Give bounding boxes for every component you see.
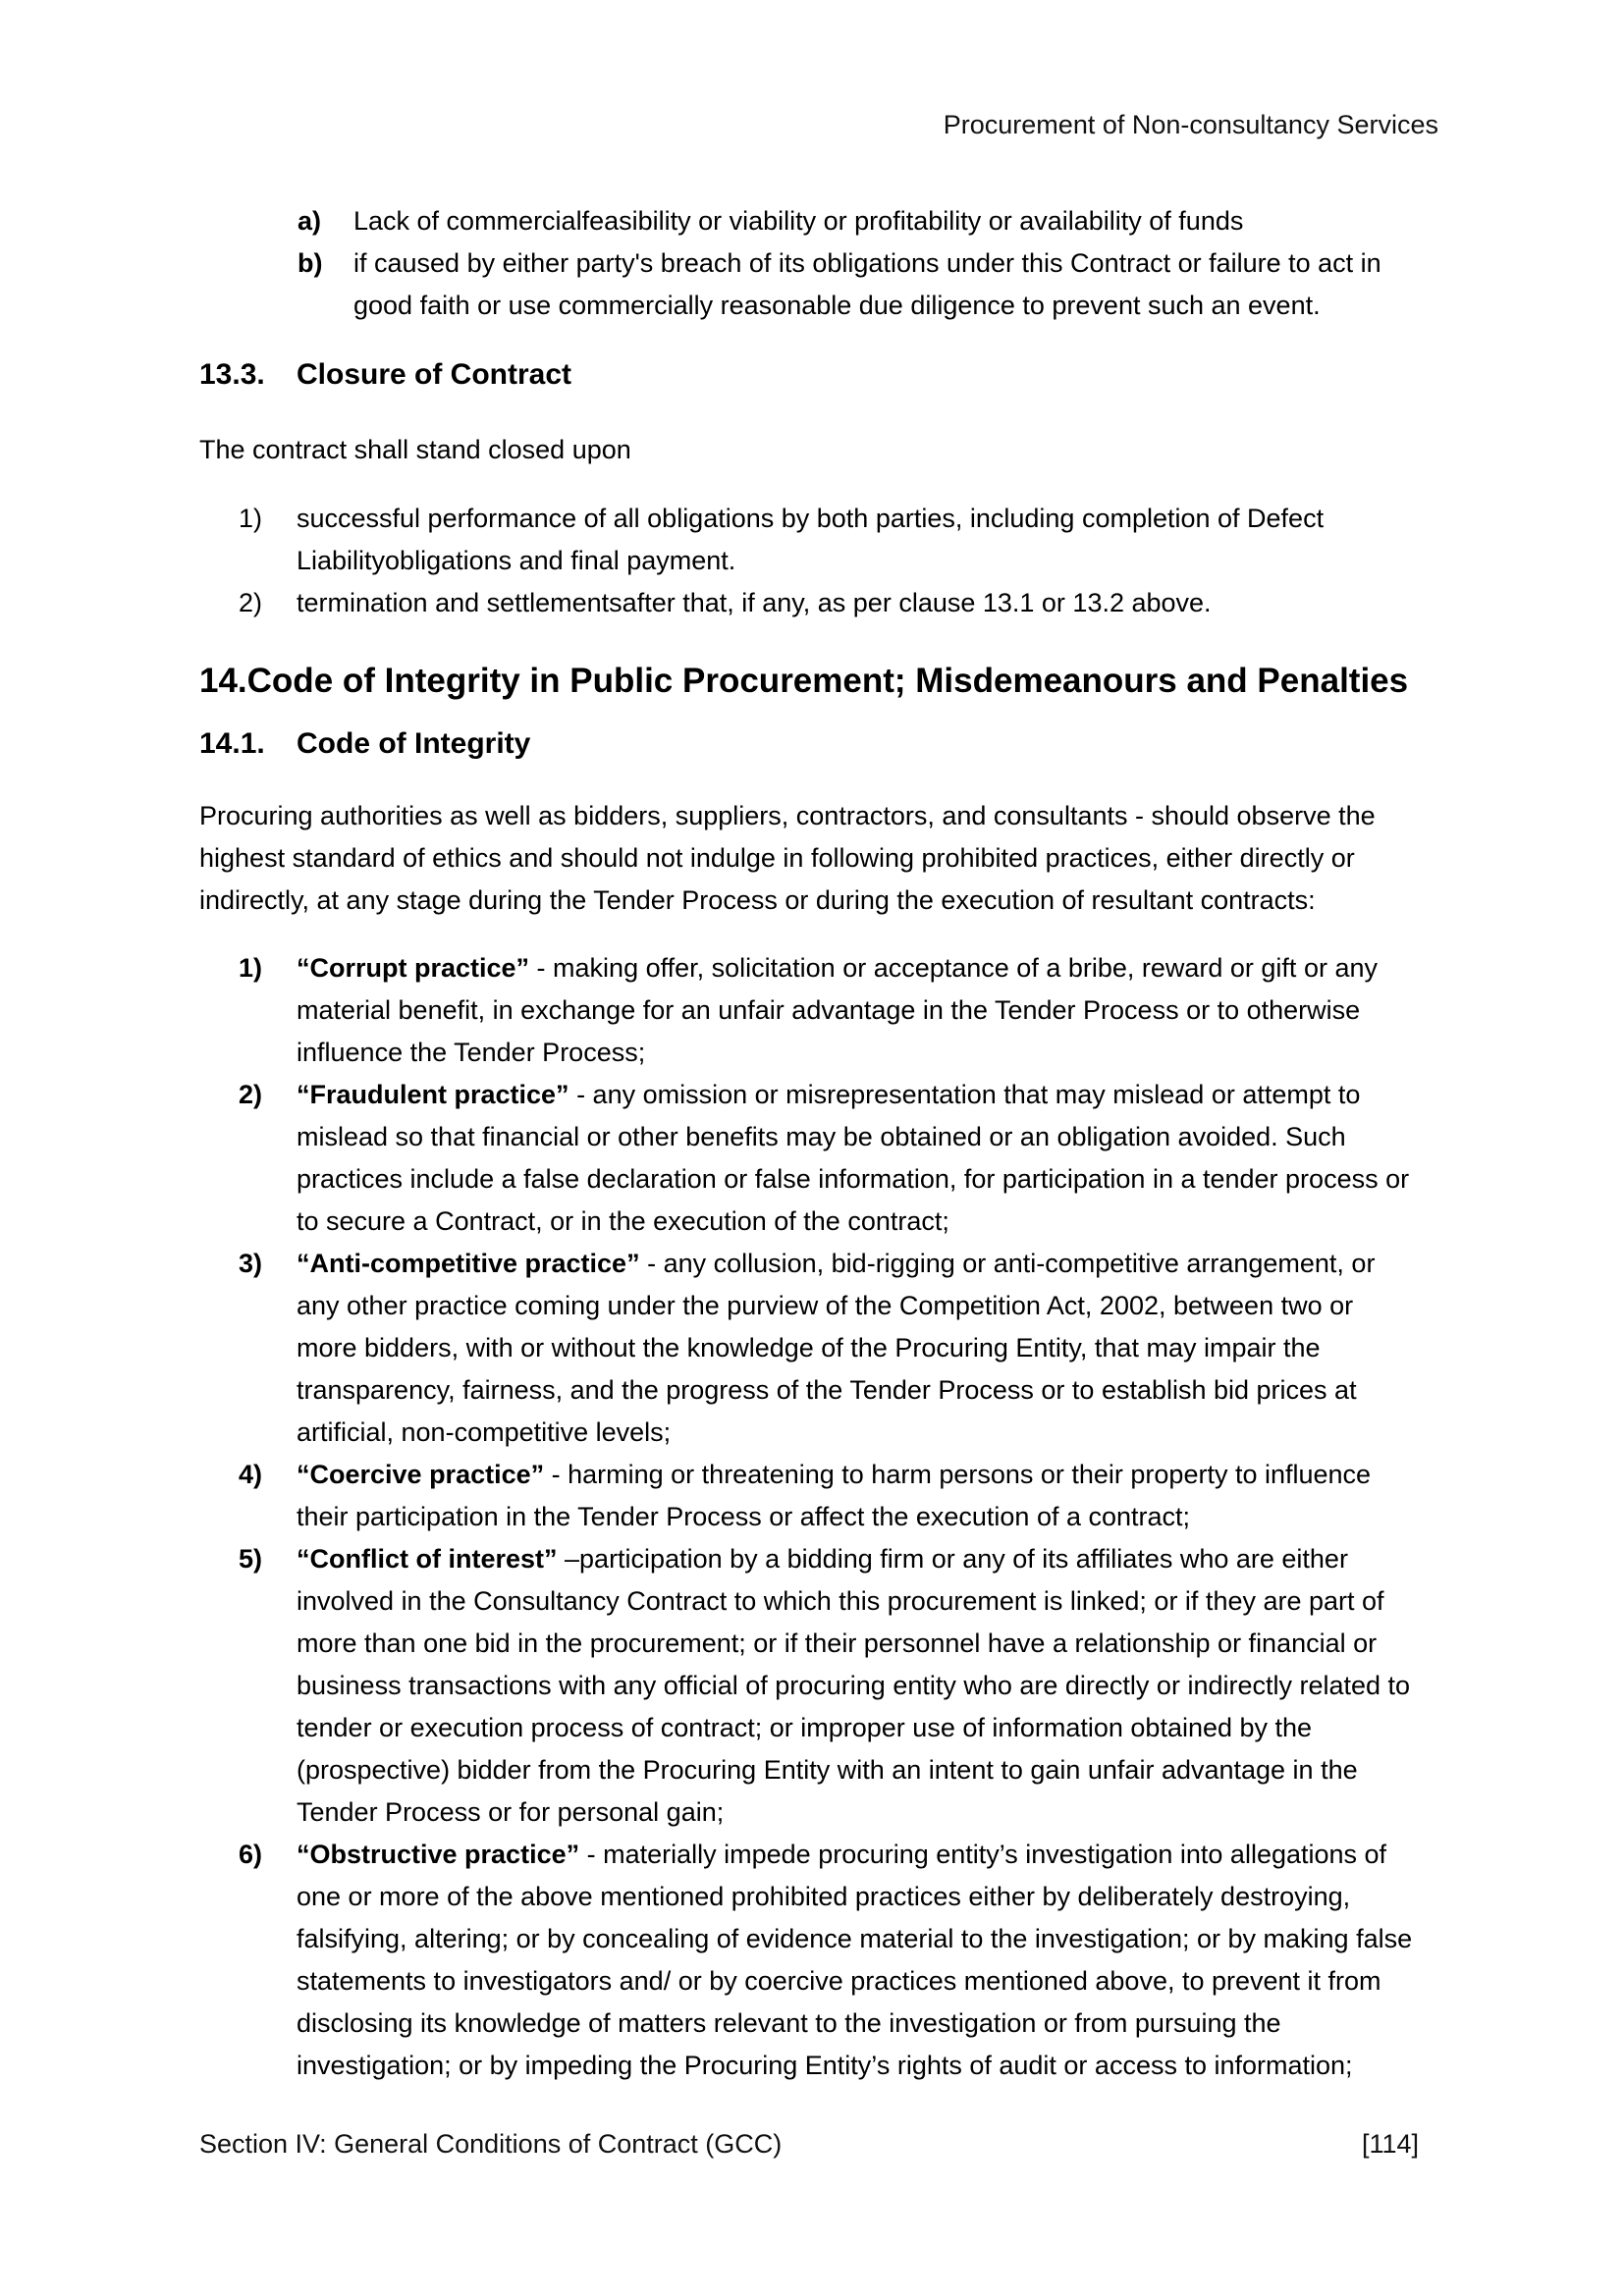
section-heading-14-1	[199, 724, 1419, 764]
closure-intro-paragraph: The contract shall stand closed upon	[199, 435, 631, 464]
list-item-text: Lack of commercialfeasibility or viability or profitability or availability of funds	[353, 206, 1244, 236]
list-item	[199, 1454, 1419, 1538]
list-item-text	[297, 1538, 1419, 1834]
list-item-text	[297, 1243, 1419, 1454]
list-item	[199, 200, 1419, 242]
list-item	[199, 1538, 1419, 1834]
list-marker: a)	[298, 206, 322, 236]
list-marker: 1)	[239, 504, 263, 533]
list-item	[199, 582, 1419, 624]
practice-term: “Fraudulent practice”	[297, 1080, 569, 1109]
page-footer	[199, 2126, 1419, 2162]
list-item-text	[297, 947, 1419, 1074]
section-number: 14.1.	[199, 727, 265, 760]
practice-term: “Obstructive practice”	[297, 1840, 580, 1869]
page-number: [114]	[1361, 2129, 1419, 2159]
section-title: Closure of Contract	[297, 358, 572, 391]
practice-term: “Conflict of interest”	[297, 1544, 558, 1574]
list-marker: 1)	[239, 953, 263, 983]
list-item-text	[297, 1834, 1419, 2087]
list-marker: 5)	[239, 1544, 263, 1574]
list-item	[199, 1074, 1419, 1243]
list-item-text: termination and settlementsafter that, if any, as per clause 13.1 or 13.2 above.	[297, 588, 1212, 617]
list-marker: 2)	[239, 588, 263, 617]
section-heading-13-3	[199, 355, 1419, 395]
section-heading-14	[199, 658, 1419, 705]
section-number: 14.	[199, 662, 247, 700]
practice-term: “Corrupt practice”	[297, 953, 530, 983]
list-marker: 2)	[239, 1080, 263, 1109]
list-item	[199, 1834, 1419, 2087]
list-item-text	[297, 1074, 1419, 1243]
practice-definition: –participation by a bidding firm or any of its affiliates who are either involved in the Consultancy Contract to which this procurement is linked; or if they are part of more than one bid in the procurement; or if their personnel have a relationship or financial or business transactions with any official of procuring entity who are directly or indirectly related to tender or execution process of contract; or improper use of information obtained by the (prospective) bidder from the Procuring Entity with an intent to gain unfair advantage in the Tender Process or for personal gain;	[297, 1544, 1411, 1827]
footer-text: Section IV: General Conditions of Contract (GCC)	[199, 2129, 783, 2159]
section-number: 13.3.	[199, 358, 265, 391]
practice-definition: - harming or threatening to harm persons or their property to influence their participation in the Tender Process or affect the execution of a contract;	[297, 1460, 1372, 1531]
list-item	[199, 1243, 1419, 1454]
prohibited-practices-list	[199, 947, 1419, 2087]
list-marker: 6)	[239, 1840, 263, 1869]
integrity-intro-paragraph: Procuring authorities as well as bidders, suppliers, contractors, and consultants - should observe the highest standard of ethics and should not indulge in following prohibited practices, either directly or indirectly, at any stage during the Tender Process or during the execution of resultant contracts:	[199, 801, 1376, 915]
list-item-text: if caused by either party's breach of its obligations under this Contract or failure to act in good faith or use commercially reasonable due diligence to prevent such an event.	[353, 248, 1381, 320]
list-marker: 3)	[239, 1249, 263, 1278]
force-majeure-sublist	[199, 200, 1419, 327]
list-marker: b)	[298, 248, 323, 278]
list-item	[199, 498, 1419, 582]
practice-term: “Anti-competitive practice”	[297, 1249, 640, 1278]
list-marker: 4)	[239, 1460, 263, 1489]
practice-definition: - materially impede procuring entity’s investigation into allegations of one or more of the above mentioned prohibited practices either by deliberately destroying, falsifying, altering; or by concealing of evidence material to the investigation; or by making false statements to investigators and/ or by coercive practices mentioned above, to prevent it from disclosing its knowledge of matters relevant to the investigation or from pursuing the investigation; or by impeding the Procuring Entity’s rights of audit or access to information;	[297, 1840, 1413, 2080]
page-header	[199, 108, 1438, 141]
practice-term: “Coercive practice”	[297, 1460, 545, 1489]
list-item-text	[297, 1454, 1419, 1538]
page-body	[199, 200, 1419, 2087]
closure-list	[199, 498, 1419, 624]
list-item-text: successful performance of all obligations by both parties, including completion of Defect Liabilityobligations and final payment.	[297, 504, 1325, 575]
section-title: Code of Integrity in Public Procurement; Misdemeanours and Penalties	[246, 662, 1409, 700]
practice-definition: - any collusion, bid-rigging or anti-competitive arrangement, or any other practice coming under the purview of the Competition Act, 2002, between two or more bidders, with or without the knowledge of the Procuring Entity, that may impair the transparency, fairness, and the progress of the Tender Process or to establish bid prices at artificial, non-competitive levels;	[297, 1249, 1376, 1447]
practice-definition: - making offer, solicitation or acceptance of a bribe, reward or gift or any material benefit, in exchange for an unfair advantage in the Tender Process or to otherwise influence the Tender Process;	[297, 953, 1378, 1067]
header-text: Procurement of Non-consultancy Services	[943, 110, 1438, 139]
list-item	[199, 242, 1419, 327]
practice-definition: - any omission or misrepresentation that may mislead or attempt to mislead so that financial or other benefits may be obtained or an obligation avoided. Such practices include a false declaration or false information, for participation in a tender process or to secure a Contract, or in the execution of the contract;	[297, 1080, 1410, 1236]
list-item	[199, 947, 1419, 1074]
section-title: Code of Integrity	[297, 727, 531, 760]
